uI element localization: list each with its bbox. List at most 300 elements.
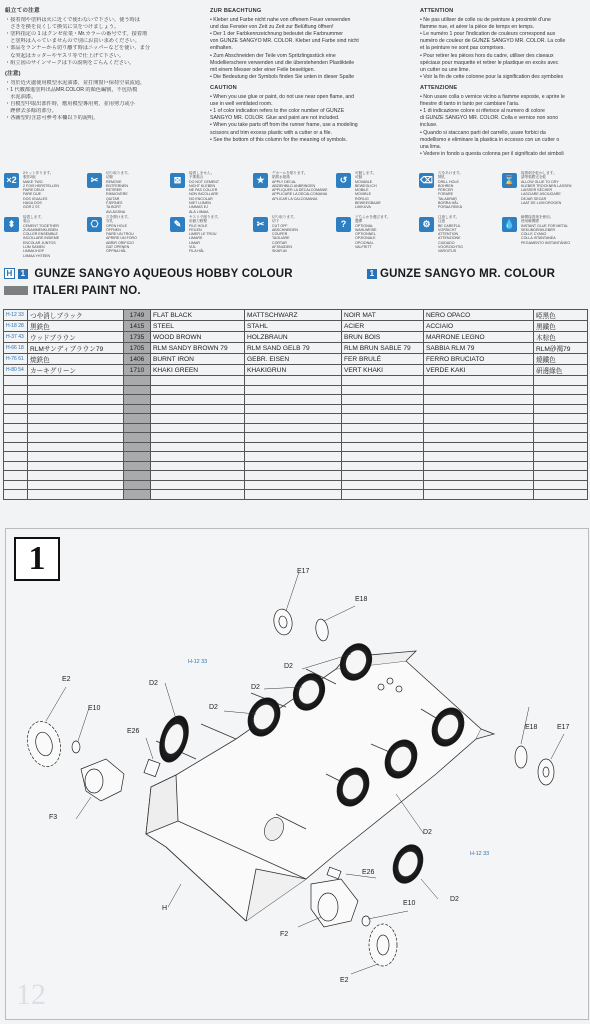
- label-e10-left: E10: [88, 705, 101, 712]
- paint-cell-empty: [342, 471, 424, 481]
- symbol-legend-item: [4, 170, 99, 214]
- paint-cell-empty: [245, 461, 342, 471]
- paint-cell-it: SABBIA RLM 79: [424, 343, 534, 354]
- it-line: • Quando si staccano parti del carrello, usare forbici da: [420, 129, 546, 136]
- paint-cell-empty: [124, 461, 151, 471]
- german-english-instructions: [210, 8, 395, 144]
- symbol-legend-text: 穴をあけます。 開孔 DRILL HOLE BOHREN PERCER FORARE TALADRAR BORRA HÅL PORAA REIKÄ: [438, 171, 463, 210]
- paint-cell-code: 1415: [124, 321, 151, 332]
- paint-cell-empty: [534, 452, 588, 462]
- paint-cell-de: HOLZBRAUN: [245, 332, 342, 343]
- zh-line: 銼修去多餘的部分。: [5, 108, 57, 115]
- it-line: incluse.: [420, 122, 438, 129]
- japanese-instructions: [5, 8, 195, 122]
- fr-line: et la peinture ne sont pas comprises.: [420, 45, 505, 52]
- paint-cell-empty: [342, 414, 424, 424]
- paint-cell-empty: [534, 385, 588, 395]
- symbol-legend-item: [253, 214, 348, 258]
- symbol-legend-text: 注意します。 注意 BE CAREFUL VORSICHT ATTENTION ATTENZIONE CUIDADO VOORZICHTIG VAROITUS: [438, 215, 463, 254]
- instant-glue-icon: 💧: [502, 217, 517, 232]
- paint-cell-ja: RLMサンディブラウン79: [28, 343, 124, 354]
- paint-row-empty: [4, 395, 588, 405]
- paint-ref-right: H-12 33: [470, 851, 490, 857]
- assembly-step-area: [5, 528, 589, 1020]
- paint-cell-ja: ウッドブラウン: [28, 332, 124, 343]
- fr-line: • Voir la fin de cette colonne pour la signification des symboles: [420, 73, 564, 80]
- paint-cell-empty: [4, 395, 28, 405]
- symbol-legend-text: どちらかを選びます。 選擇 OPTIONAL WAHLWEISE OPTIONNEL OPZIONALE OPCIONAL VALFRITT: [355, 215, 391, 250]
- symbol-legend-item: [336, 170, 431, 214]
- paint-cell-empty: [28, 480, 124, 490]
- it-line: di GUNZE SANGYO MR. COLOR. Colla e vernice non sono: [420, 115, 559, 122]
- paint-cell-de: STAHL: [245, 321, 342, 332]
- english-heading: CAUTION: [210, 84, 237, 91]
- top-idler-parts: [272, 608, 330, 642]
- italeri-title: ITALERI PAINT NO.: [33, 285, 141, 297]
- paint-row-empty: [4, 442, 588, 452]
- paint-cell-empty: [124, 414, 151, 424]
- drill-hole-icon: ⌫: [419, 173, 434, 188]
- paint-cell-empty: [534, 471, 588, 481]
- paint-row-empty: [4, 490, 588, 500]
- paint-cell-empty: [342, 395, 424, 405]
- symbol-legend-item: [336, 214, 431, 258]
- label-d2: D2: [284, 663, 293, 670]
- paint-cell-empty: [151, 461, 245, 471]
- paint-table: [3, 309, 588, 500]
- paint-cell-fr: FER BRULÉ: [342, 354, 424, 365]
- paint-cell-empty: [124, 433, 151, 443]
- paint-cell-empty: [124, 480, 151, 490]
- paint-cell-empty: [534, 414, 588, 424]
- paint-cell-empty: [342, 480, 424, 490]
- paint-cell-empty: [424, 376, 534, 386]
- symbol-legend-item: [419, 170, 514, 214]
- label-f3: F3: [49, 814, 58, 821]
- be-careful-icon: ⚙: [419, 217, 434, 232]
- optional-icon: ?: [336, 217, 351, 232]
- paint-cell-code: 1749: [124, 310, 151, 321]
- paint-row-empty: [4, 404, 588, 414]
- symbol-legend-text: 接着しません。 不要黏合 DO NOT CEMENT NICHT KLEBEN NE PAS COLLER NON INCOLLARE NO ENCOLAR NIET LIJMEN LIMMAS EJ ÄLÄ LIIMAA: [189, 171, 220, 213]
- paint-cell-empty: [245, 404, 342, 414]
- paint-cell-empty: [151, 376, 245, 386]
- paint-cell-empty: [245, 395, 342, 405]
- paint-cell-empty: [534, 395, 588, 405]
- symbol-legend-item: [170, 214, 265, 258]
- paint-cell-ja: カーキグリーン: [28, 365, 124, 376]
- paint-cell-empty: [245, 480, 342, 490]
- paint-cell-empty: [245, 385, 342, 395]
- paint-cell-empty: [4, 461, 28, 471]
- paint-cell-empty: [151, 414, 245, 424]
- de-line: • Der 1 der Farbkennzeichnung bedeutet die Farbnummer: [210, 31, 344, 38]
- paint-row-empty: [4, 433, 588, 443]
- zh-line: ・自模型中取出部件時，應用模型專用剪，並用剪刀或小: [5, 101, 135, 108]
- paint-row-empty: [4, 423, 588, 433]
- paint-cell-empty: [534, 404, 588, 414]
- ja-line: ・部品をランナーから切り離す時はニッパーなどを使い、ま分: [5, 45, 151, 52]
- zh-line: ・勿於近火處使用模型水泥油漆，並打開窗戶保持空氣流通。: [5, 79, 146, 86]
- paint-cell-empty: [534, 442, 588, 452]
- paint-cell-zh: 啞黑色: [534, 310, 588, 321]
- paint-cell-fr: NOIR MAT: [342, 310, 424, 321]
- paint-row-empty: [4, 376, 588, 386]
- paint-cell-zh: 研邊綠色: [534, 365, 588, 376]
- bottom-drive-parts: [311, 867, 397, 966]
- paint-cell-empty: [342, 461, 424, 471]
- paint-cell-empty: [28, 376, 124, 386]
- paint-cell-empty: [124, 404, 151, 414]
- movable-icon: ↺: [336, 173, 351, 188]
- paint-cell-empty: [151, 442, 245, 452]
- symbol-legend-item: [4, 214, 99, 258]
- mr-colour-badge: 1: [367, 269, 377, 279]
- paint-cell-empty: [28, 442, 124, 452]
- paint-cell-zh: 燒鐵色: [534, 354, 588, 365]
- paint-cell-empty: [342, 433, 424, 443]
- label-e26-bottom: E26: [362, 869, 375, 876]
- paint-cell-empty: [151, 471, 245, 481]
- label-e18-right: E18: [525, 724, 538, 731]
- symbol-legend-row-2: [4, 214, 586, 258]
- paint-row-empty: [4, 452, 588, 462]
- paint-cell-empty: [28, 490, 124, 500]
- paint-cell-empty: [124, 442, 151, 452]
- en-line: • When you use glue or paint, do not use near open flame, and: [210, 94, 354, 101]
- aqueous-title: GUNZE SANGYO AQUEOUS HOBBY COLOUR: [34, 268, 293, 280]
- paint-cell-empty: [424, 490, 534, 500]
- paint-cell-ref: H-66 18: [4, 343, 28, 354]
- paint-cell-code: 1735: [124, 332, 151, 343]
- fr-line: • Ne pas utiliser de colle ou de peinture à proximité d'une: [420, 17, 551, 24]
- paint-row-empty: [4, 461, 588, 471]
- paint-cell-empty: [28, 423, 124, 433]
- paint-cell-empty: [245, 442, 342, 452]
- paint-cell-empty: [4, 433, 28, 443]
- paint-cell-it: MARRONE LEGNO: [424, 332, 534, 343]
- it-line: • Vedere in fondo a questa colonna per il significato dei simboli: [420, 150, 564, 157]
- fr-line: numéro de couleur de GUNZE SANGYO MR. COLOR. La colle: [420, 38, 566, 45]
- de-line: • Die Bedeutung der Symbols finden Sie unten in dieser Spalte: [210, 73, 354, 80]
- decal-icon: ★: [253, 173, 268, 188]
- mr-colour-title: GUNZE SANGYO MR. COLOUR: [380, 268, 556, 280]
- paint-cell-fr: RLM BRUN SABLE 79: [342, 343, 424, 354]
- it-line: • 1 di indicazione colore si riferisce al numero di colore: [420, 108, 545, 115]
- remove-icon: ✂: [87, 173, 102, 188]
- italeri-grey-bar: [4, 286, 28, 295]
- paint-cell-empty: [245, 376, 342, 386]
- paint-cell-empty: [151, 404, 245, 414]
- paint-ref-top: H-12 33: [188, 659, 208, 665]
- en-line: scissors and trim excess plastic with a cutter or a file.: [210, 129, 332, 136]
- label-e18-top: E18: [355, 596, 368, 603]
- paint-cell-empty: [342, 452, 424, 462]
- paint-cell-empty: [28, 452, 124, 462]
- paint-cell-zh: 木棕色: [534, 332, 588, 343]
- it-line: • Non usare colla o vernice vicino a fiamme esposte, e aprire le: [420, 94, 565, 101]
- paint-cell-empty: [4, 471, 28, 481]
- paint-cell-empty: [124, 423, 151, 433]
- paint-cell-en: BURNT IRON: [151, 354, 245, 365]
- symbol-legend-text: 可動します。 可動 MOVABLE BEWEGLICH MOBILE MOVIBLE RÖRLIG BEWEEGBAAR LIIKKUVA: [355, 171, 381, 210]
- paint-cell-empty: [151, 423, 245, 433]
- paint-cell-empty: [4, 423, 28, 433]
- paint-cell-empty: [342, 376, 424, 386]
- paint-row: [4, 343, 588, 354]
- paint-cell-empty: [424, 395, 534, 405]
- fr-line: • Pour retirer les pièces hors du cadre, utiliser des ciseaux: [420, 52, 554, 59]
- japanese-heading: 組立ての注意: [5, 8, 40, 14]
- de-line: und das Fenster von Zeit zu Zeit zur Belüftung öffnen!: [210, 24, 334, 31]
- paint-cell-empty: [245, 452, 342, 462]
- paint-cell-empty: [28, 461, 124, 471]
- zh-line: 水泥油漆。: [5, 94, 37, 101]
- paint-row-empty: [4, 480, 588, 490]
- en-line: • 1 of color indication refers to the color number of GUNZE: [210, 108, 345, 115]
- de-line: enthalten.: [210, 45, 233, 52]
- paint-cell-empty: [424, 404, 534, 414]
- paint-cell-empty: [424, 471, 534, 481]
- paint-cell-ref: H-18 28: [4, 321, 28, 332]
- en-line: SANGYO MR. COLOR. Glue and paint are not included.: [210, 115, 340, 122]
- paint-cell-en: STEEL: [151, 321, 245, 332]
- paint-cell-empty: [4, 385, 28, 395]
- paint-cell-fr: BRUN BOIS: [342, 332, 424, 343]
- paint-cell-empty: [342, 442, 424, 452]
- assembly-diagram: [6, 529, 588, 1019]
- symbol-legend-text: 穴を開けます。 穿孔 OPEN HOLE ÖFFNEN FAIRE UN TROU APRIRE UN FORO ABRIR ORIFICIO GAT OPENEN ÖPPNA HÅL: [106, 215, 137, 254]
- paint-cell-it: ACCIAIO: [424, 321, 534, 332]
- label-e17-top: E17: [297, 568, 310, 575]
- de-line: von GUNZE SANGYO MR. COLOR. Kleber und Farbe sind nicht: [210, 38, 359, 45]
- ja-line: な突起はカッターやヤスリ等で仕上げて下さい。: [5, 52, 125, 59]
- french-heading: ATTENTION: [420, 8, 454, 14]
- paint-cell-empty: [124, 395, 151, 405]
- de-line: • Zum Abschneiden der Teile vom Spritzlingsstück eine: [210, 52, 336, 59]
- paint-cell-ref: H-37 43: [4, 332, 28, 343]
- symbol-legend-text: 接着剤を乾かします。 請等黏膠完全乾 ALLOW GLUE TO DRY KLEBER TROCKNEN LASSEN LAISSER SÉCHER LASCIARE ASCIUGARE DEJAR SECAR LAAT DE LIJM DROGEN: [521, 171, 572, 206]
- it-line: finestre di tanto in tanto per cambiare l'aria.: [420, 101, 520, 108]
- paint-cell-empty: [424, 452, 534, 462]
- do-not-glue-icon: ⊠: [170, 173, 185, 188]
- paint-header-right: [367, 268, 555, 280]
- label-e10-bottom: E10: [403, 900, 416, 907]
- right-idler-parts: [515, 746, 554, 785]
- ja-line: ・接着剤や塗料は火に近くで使わないで下さい。使う時は: [5, 17, 140, 24]
- paint-cell-empty: [151, 385, 245, 395]
- paint-cell-empty: [28, 404, 124, 414]
- paint-row-empty: [4, 414, 588, 424]
- paint-cell-empty: [342, 404, 424, 414]
- symbol-legend-text: デカールを貼ります。 貼附水貼紙 APPLY DECAL ABZIEHBILD ANBRINGEN APPLIQUER LA DÉCALCOMANIE APPLICARE LA DECALCOMANIA APLICAR LA CALCOMANIA: [272, 171, 328, 201]
- label-d2: D2: [209, 704, 218, 711]
- paint-cell-en: WOOD BROWN: [151, 332, 245, 343]
- fr-line: • Le numéro 1 pour l'indication de couleurs correspond aux: [420, 31, 556, 38]
- open-hole-icon: ⎔: [87, 217, 102, 232]
- paint-cell-en: RLM SANDY BROWN 79: [151, 343, 245, 354]
- hourglass-icon: ⌛: [502, 173, 517, 188]
- zh-line: ・各圖型的含意可參考本欄以下的說明。: [5, 115, 99, 122]
- cut-off-icon: ✂: [253, 217, 268, 232]
- paint-cell-empty: [245, 423, 342, 433]
- paint-cell-de: GEBR. EISEN: [245, 354, 342, 365]
- paint-cell-empty: [28, 471, 124, 481]
- paint-cell-empty: [534, 433, 588, 443]
- paint-cell-empty: [28, 395, 124, 405]
- paint-cell-empty: [424, 385, 534, 395]
- paint-cell-empty: [4, 414, 28, 424]
- paint-cell-empty: [424, 414, 534, 424]
- symbol-legend-row-1: [4, 170, 586, 214]
- paint-cell-en: KHAKI GREEN: [151, 365, 245, 376]
- label-d2: D2: [251, 684, 260, 691]
- symbol-legend-item: [419, 214, 514, 258]
- paint-cell-de: KHAKIGRUN: [245, 365, 342, 376]
- paint-cell-code: 1705: [124, 343, 151, 354]
- paint-cell-code: 1406: [124, 354, 151, 365]
- paint-cell-empty: [342, 490, 424, 500]
- paint-cell-empty: [28, 414, 124, 424]
- paint-cell-ja: 黒鉄色: [28, 321, 124, 332]
- paint-cell-zh: 黑鐵色: [534, 321, 588, 332]
- paint-row: [4, 354, 588, 365]
- en-line: use in well ventilated room.: [210, 101, 273, 108]
- h-badge: H: [4, 268, 15, 279]
- label-e2-bottom: E2: [340, 977, 349, 984]
- paint-cell-empty: [124, 471, 151, 481]
- symbol-legend-text: 切り取ります。 切下 CUT OFF ABSCHNEIDEN COUPER TAGLIARE CORTAR AFSNIJDEN SKÄR AV: [272, 215, 298, 254]
- paint-row-empty: [4, 471, 588, 481]
- paint-cell-ref: H-12 33: [4, 310, 28, 321]
- de-line: • Kleber und Farbe nicht nahe von offenem Feuer verwenden: [210, 17, 351, 24]
- paint-row: [4, 332, 588, 343]
- paint-row: [4, 321, 588, 332]
- ja-line: さきを換を良くして換気に気をつけましょう。: [5, 24, 120, 31]
- symbol-legend-item: [87, 214, 182, 258]
- symbol-legend-text: 瞬間接着剤を使用。 使用瞬間膠 INSTANT GLUE FOR METAL SEKUNDENKLEBER COLLE CYANO COLLA ISTANTANEA PEGAMENTO INSTANTÁNEO: [521, 215, 571, 245]
- symbol-legend-item: [502, 214, 590, 258]
- it-line: modellismo e eliminare la plastica in eccesso con un cutter o: [420, 136, 560, 143]
- paint-cell-fr: VERT KHAKI: [342, 365, 424, 376]
- symbol-legend-item: [87, 170, 182, 214]
- fr-line: spéciaux pour maquette et retirer le plastique en excès avec: [420, 59, 559, 66]
- it-line: una lima.: [420, 143, 442, 150]
- paint-cell-empty: [534, 376, 588, 386]
- paint-cell-empty: [534, 480, 588, 490]
- paint-cell-ja: 焼鉄色: [28, 354, 124, 365]
- paint-cell-empty: [124, 490, 151, 500]
- en-line: • See the bottom of this column for the meaning of symbols.: [210, 136, 348, 143]
- paint-cell-ref: H-80 54: [4, 365, 28, 376]
- label-h: H: [162, 905, 168, 912]
- paint-cell-empty: [245, 414, 342, 424]
- paint-cell-empty: [424, 442, 534, 452]
- paint-cell-empty: [124, 385, 151, 395]
- paint-cell-en: FLAT BLACK: [151, 310, 245, 321]
- step-number: 1: [14, 537, 60, 581]
- symbol-legend-item: [170, 170, 265, 214]
- paint-cell-empty: [4, 490, 28, 500]
- make-two-icon: ×2: [4, 173, 19, 188]
- paint-cell-empty: [534, 490, 588, 500]
- paint-cell-empty: [4, 376, 28, 386]
- paint-row: [4, 310, 588, 321]
- file-hole-icon: ✎: [170, 217, 185, 232]
- paint-cell-empty: [4, 452, 28, 462]
- symbol-legend-item: [253, 170, 348, 214]
- ja-line: ・塗料指定の 1 はクンゼ産業・Mr.カラーの番号です。接着剤: [5, 31, 148, 38]
- paint-cell-empty: [4, 480, 28, 490]
- italian-heading: ATTENZIONE: [420, 84, 458, 91]
- paint-cell-it: NERO OPACO: [424, 310, 534, 321]
- label-f2: F2: [280, 931, 289, 938]
- paint-cell-empty: [342, 385, 424, 395]
- paint-cell-empty: [151, 433, 245, 443]
- symbol-legend-text: ヤスリで削ります。 用銼刀修整 FILE HOLE FEILEN LIMER LE TROU LIMARE LIMAR VIJL FILA HÅL: [189, 215, 221, 254]
- paint-row-empty: [4, 385, 588, 395]
- ja-line: と塗料は入っていませんので別にお買い求めください。: [5, 38, 140, 45]
- symbol-legend-item: [502, 170, 590, 214]
- cement-together-icon: ⬍: [4, 217, 19, 232]
- ghost-mark: 12: [16, 978, 46, 1011]
- en-line: • When you take parts off from the runner frame, use a modeling: [210, 122, 358, 129]
- symbol-legend-text: 切り取ります。 切除 REMOVE ENTFERNEN RETIRER RIMUOVERE QUITAR FJERNES TA BORT AVLÄGSNA: [106, 171, 131, 213]
- symbol-legend-text: 2セット作ります。 製作2組 MAKE TWO 2 FOIS HERSTELLEN FAIRE DEUX FARE DUE DOS IGUALES HAGA DOS GÖR 2 ST.: [23, 171, 59, 210]
- french-italian-instructions: [420, 8, 588, 158]
- paint-cell-ja: つや消しブラック: [28, 310, 124, 321]
- paint-header-left: [4, 268, 293, 280]
- paint-cell-fr: ACIER: [342, 321, 424, 332]
- label-d2: D2: [450, 896, 459, 903]
- paint-row: [4, 365, 588, 376]
- paint-cell-empty: [28, 385, 124, 395]
- paint-cell-empty: [424, 433, 534, 443]
- fr-line: flamme nue, et aérer la pièce de temps en temps.: [420, 24, 535, 31]
- paint-cell-ref: H-76 61: [4, 354, 28, 365]
- paint-cell-empty: [151, 480, 245, 490]
- label-d2: D2: [423, 829, 432, 836]
- fr-line: un cutter ou une lime.: [420, 66, 470, 73]
- paint-cell-empty: [424, 480, 534, 490]
- chinese-heading: (注意): [5, 70, 21, 77]
- paint-cell-empty: [245, 471, 342, 481]
- paint-cell-empty: [534, 423, 588, 433]
- paint-cell-it: VERDE KAKI: [424, 365, 534, 376]
- paint-cell-empty: [28, 433, 124, 443]
- paint-cell-de: RLM SAND GELB 79: [245, 343, 342, 354]
- zh-line: ・1 代數都進塗料出品MR.COLOR 的顏色編號，不包括模: [5, 86, 138, 93]
- paint-cell-empty: [534, 461, 588, 471]
- paint-cell-it: FERRO BRUCIATO: [424, 354, 534, 365]
- paint-cell-empty: [4, 404, 28, 414]
- paint-cell-code: 1710: [124, 365, 151, 376]
- paint-cell-empty: [342, 423, 424, 433]
- paint-cell-empty: [151, 452, 245, 462]
- label-e26-left: E26: [127, 728, 140, 735]
- paint-cell-empty: [424, 423, 534, 433]
- paint-cell-empty: [245, 433, 342, 443]
- paint-cell-empty: [124, 452, 151, 462]
- symbol-legend-text: 接着します。 黏合 CEMENT TOGETHER ZUSAMMENKLEBEN COLLER ENSEMBLE INCOLLARE INSIEME ENCOLAR JUNTOS LIJM SAMEN LIMMA IHOP LIIMAA YHTEEN: [23, 215, 60, 257]
- ja-line: ・組立図のサインマークは下の説明をごらんください。: [5, 59, 135, 66]
- paint-cell-zh: RLM砂褐79: [534, 343, 588, 354]
- label-e2-left: E2: [62, 676, 71, 683]
- paint-cell-empty: [124, 376, 151, 386]
- paint-cell-de: MATTSCHWARZ: [245, 310, 342, 321]
- paint-cell-empty: [151, 490, 245, 500]
- label-d2: D2: [149, 680, 158, 687]
